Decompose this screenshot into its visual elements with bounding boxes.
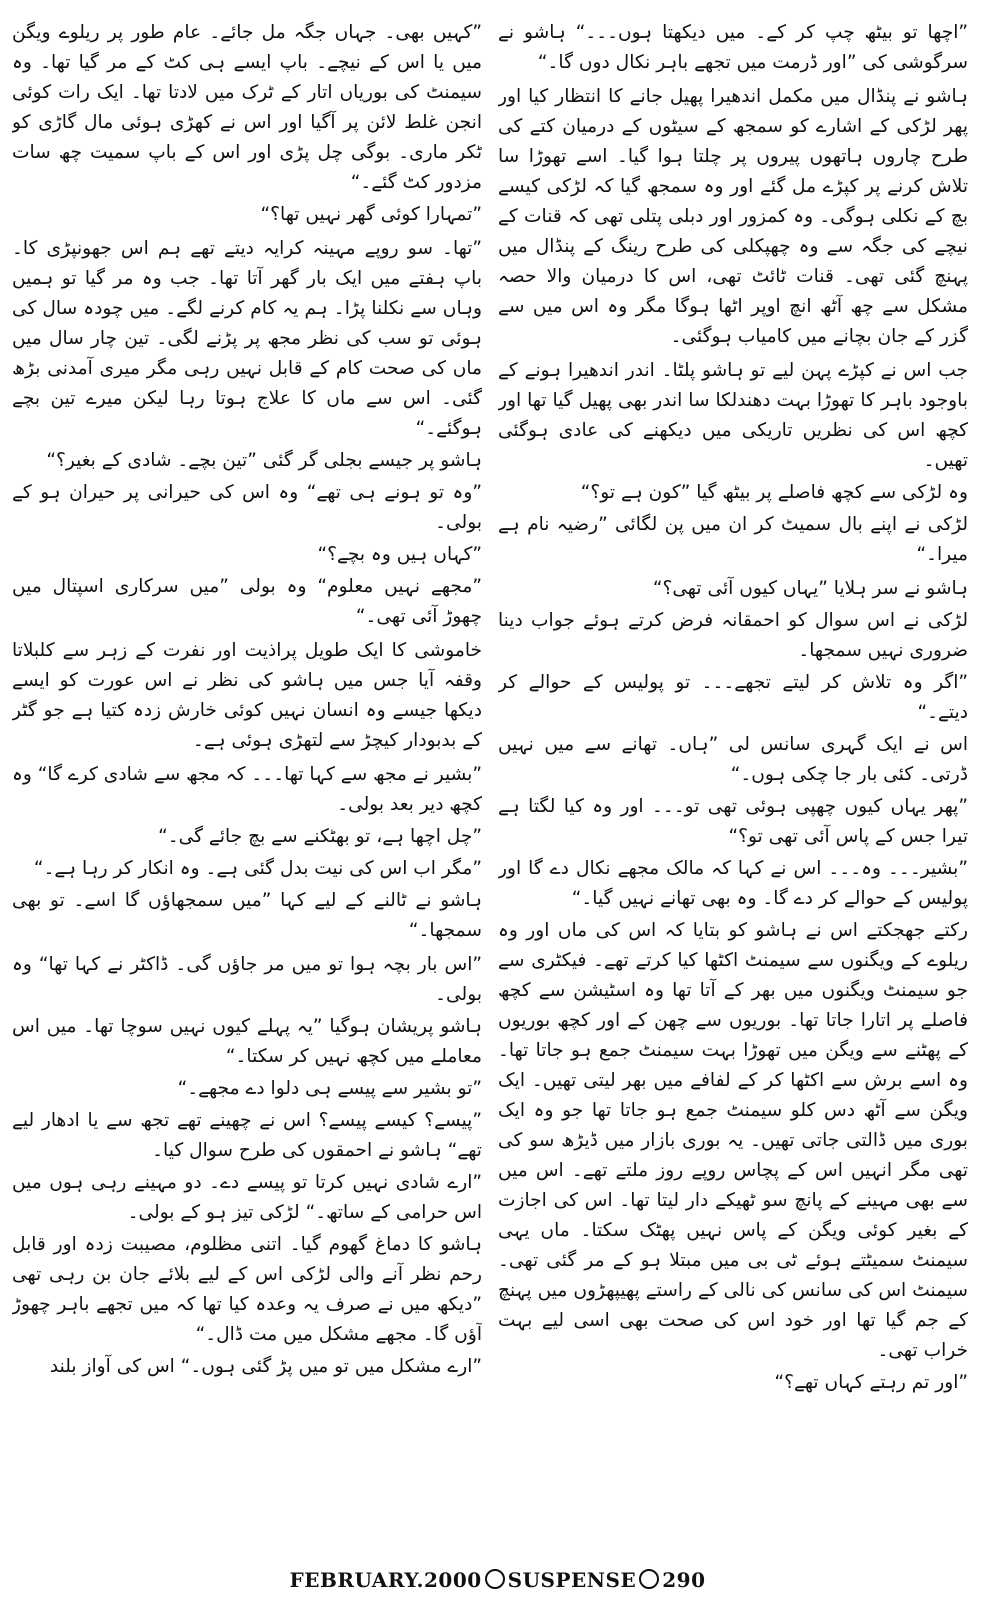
paragraph: ”مگر اب اس کی نیت بدل گئی ہے۔ وہ انکار کر رہا ہے۔“	[33, 858, 482, 879]
paragraph: ہاشو پریشان ہوگیا ”یہ پہلے کیوں نہیں سوچا تھا۔ میں اس معاملے میں کچھ نہیں کر سکتا۔“	[12, 1016, 482, 1067]
paragraph: ”اور تم رہتے کہاں تھے؟“	[774, 1372, 968, 1393]
paragraph: ہاشو پر جیسے بجلی گر گئی ”تین بچے۔ شادی کے بغیر؟“	[46, 450, 482, 471]
right-text-column	[498, 18, 968, 1548]
paragraph: ”اگر وہ تلاش کر لیتے تجھے۔۔۔ تو پولیس کے حوالے کر دیتے۔“	[498, 672, 968, 723]
paragraph: ”وہ تو ہونے ہی تھے“ وہ اس کی حیرانی پر حیران ہو کے بولی۔	[12, 482, 482, 533]
paragraph: ”مجھے نہیں معلوم“ وہ بولی ”میں سرکاری اسپتال میں چھوڑ آئی تھی۔“	[12, 576, 482, 627]
paragraph: ہاشو نے سر ہلایا ”یہاں کیوں آئی تھی؟“	[652, 578, 968, 599]
paragraph: جب اس نے کپڑے پہن لیے تو ہاشو پلٹا۔ اندر اندھیرا ہونے کے باوجود باہر کا تھوڑا بہت دھندلکا سا اندر بھی پھیل گیا تھا اور کچھ اس کی نظریں تاریکی میں دیکھنے کی عادی ہوگئی تھیں۔	[498, 360, 968, 471]
paragraph: ”اچھا تو بیٹھ چپ کر کے۔ میں دیکھتا ہوں۔۔۔“ ہاشو نے سرگوشی کی ”اور ڈرمت میں تجھے باہر نکال دوں گا۔“	[498, 22, 968, 73]
paragraph: ہاشو نے ٹالنے کے لیے کہا ”میں سمجھاؤں گا اسے۔ تو بھی سمجھا۔“	[12, 890, 482, 941]
paragraph: ”تمہارا کوئی گھر نہیں تھا؟“	[260, 204, 482, 225]
paragraph: ہاشو نے پنڈال میں مکمل اندھیرا پھیل جانے کا انتظار کیا اور پھر لڑکی کے اشارے کو سمجھ کے سیٹوں کے درمیان کتے کی طرح چاروں ہاتھوں پیروں پر چلتا ہوا گیا۔ اسے تھوڑا سا تلاش کرنے پر کپڑے مل گئے اور وہ سمجھ گیا کہ لڑکی کیسے بچ کے نکلی ہوگی۔ وہ کمزور اور دبلی پتلی تھی کہ قنات کے نیچے کی جگہ سے وہ چھپکلی کی طرح رینگ کے پنڈال میں پہنچ گئی تھی۔ قنات ٹائٹ تھی، اس کا درمیان والا حصہ مشکل سے چھ آٹھ انچ اوپر اٹھا ہوگا مگر وہ اس میں سے گزر کے جان بچانے میں کامیاب ہوگئی۔	[498, 86, 968, 347]
paragraph: رکتے جھجکتے اس نے ہاشو کو بتایا کہ اس کی ماں اور وہ ریلوے کے ویگنوں سے سیمنٹ اکٹھا کیا کرتے تھے۔ فیکٹری سے جو سیمنٹ ویگنوں میں بھر کے آتا تھا وہ اسٹیشن سے کچھ فاصلے پر اتارا جاتا تھا۔ بوریوں سے چھن کے اور کچھ بوریوں کے پھٹنے سے ویگن میں تھوڑا بہت سیمنٹ جمع ہو جاتا تھا۔ وہ اسے برش سے اکٹھا کر کے لفافے میں بھر لیتی تھیں۔ ایک ویگن سے آٹھ دس کلو سیمنٹ جمع ہو جاتا تھا جو وہ ایک بوری میں ڈالتی جاتی تھیں۔ یہ بوری بازار میں ڈیڑھ سو کی تھی مگر انہیں اس کے پچاس روپے روز ملتے تھے۔ اس میں سے بھی مہینے کے پانچ سو ٹھیکے دار لیتا تھا۔ اس کی اجازت کے بغیر کوئی ویگن کے پاس نہیں پھٹک سکتا۔ ماں یہی سیمنٹ سمیٹتے ہوئے ٹی بی میں مبتلا ہو کے مر گئی تھی۔ سیمنٹ اس کی سانس کی نالی کے راستے پھیپھڑوں میں پہنچ کے جم گیا تھا اور خود اس کی صحت بھی اسی لیے بہت خراب تھی۔	[498, 920, 968, 1361]
circle-separator-icon	[639, 1569, 659, 1589]
paragraph: ”تو بشیر سے پیسے ہی دلوا دے مجھے۔“	[177, 1078, 482, 1099]
paragraph: اس نے ایک گہری سانس لی ”ہاں۔ تھانے سے میں نہیں ڈرتی۔ کئی بار جا چکی ہوں۔“	[498, 734, 968, 785]
page-footer	[0, 1568, 995, 1594]
paragraph: ”کہاں ہیں وہ بچے؟“	[317, 544, 482, 565]
circle-separator-icon	[485, 1569, 505, 1589]
paragraph: ”چل اچھا ہے، تو بھٹکنے سے بچ جائے گی۔“	[158, 826, 482, 847]
paragraph: وہ لڑکی سے کچھ فاصلے پر بیٹھ گیا ”کون ہے تو؟“	[580, 482, 968, 503]
paragraph: ”ارے شادی نہیں کرتا تو پیسے دے۔ دو مہینے رہی ہوں میں اس حرامی کے ساتھ۔“ لڑکی تیز ہو کے بولی۔	[12, 1172, 482, 1223]
paragraph: ”ارے مشکل میں تو میں پڑ گئی ہوں۔“ اس کی آواز بلند	[49, 1356, 482, 1377]
paragraph: ”بشیر۔۔۔ وہ۔۔۔ اس نے کہا کہ مالک مجھے نکال دے گا اور پولیس کے حوالے کر دے گا۔ وہ بھی تھانے نہیں گیا۔“	[498, 858, 968, 909]
paragraph: ہاشو کا دماغ گھوم گیا۔ اتنی مظلوم، مصیبت زدہ اور قابل رحم نظر آنے والی لڑکی اس کے لیے بلائے جان بن رہی تھی ”دیکھ میں نے صرف یہ وعدہ کیا تھا کہ میں تجھے باہر چھوڑ آؤں گا۔ مجھے مشکل میں مت ڈال۔“	[12, 1234, 482, 1345]
paragraph: لڑکی نے اس سوال کو احمقانہ فرض کرتے ہوئے جواب دینا ضروری نہیں سمجھا۔	[498, 610, 968, 661]
paragraph: لڑکی نے اپنے بال سمیٹ کر ان میں پن لگائی ”رضیہ نام ہے میرا۔“	[498, 514, 968, 565]
left-text-column	[12, 18, 482, 1548]
paragraph: ”اس بار بچہ ہوا تو میں مر جاؤں گی۔ ڈاکٹر نے کہا تھا“ وہ بولی۔	[12, 954, 482, 1005]
paragraph: ”بشیر نے مجھ سے کہا تھا۔۔۔ کہ مجھ سے شادی کرے گا“ وہ کچھ دیر بعد بولی۔	[12, 764, 482, 815]
footer-magazine-name: SUSPENSE	[507, 1568, 637, 1592]
paragraph: ”پیسے؟ کیسے پیسے؟ اس نے چھینے تھے تجھ سے یا ادھار لیے تھے“ ہاشو نے احمقوں کی طرح سوال کیا۔	[12, 1110, 482, 1161]
footer-date: FEBRUARY.2000	[289, 1568, 482, 1592]
paragraph: ”پھر یہاں کیوں چھپی ہوئی تھی تو۔۔۔ اور وہ کیا لگتا ہے تیرا جس کے پاس آئی تھی تو؟“	[498, 796, 968, 847]
paragraph: ”کہیں بھی۔ جہاں جگہ مل جائے۔ عام طور پر ریلوے ویگن میں یا اس کے نیچے۔ باپ ایسے ہی کٹ کے مر گیا تھا۔ وہ سیمنٹ کی بوریاں اتار کے ٹرک میں لادتا تھا۔ ایک رات کوئی انجن غلط لائن پر آگیا اور اس نے کھڑی ہوئی مال گاڑی کو ٹکر ماری۔ بوگی چل پڑی اور اس کے باپ سمیت چھ سات مزدور کٹ گئے۔“	[12, 22, 482, 193]
paragraph: خاموشی کا ایک طویل پراذیت اور نفرت کے زہر سے کلبلاتا وقفہ آیا جس میں ہاشو کی نظر نے اس عورت کو ایسے دیکھا جیسے وہ انسان نہیں کوئی خارش زدہ کتیا ہے جو گٹر کے بدبودار کیچڑ سے لتھڑی ہوئی ہے۔	[12, 640, 482, 751]
footer-page-number: 290	[662, 1568, 706, 1592]
paragraph: ”تھا۔ سو روپے مہینہ کرایہ دیتے تھے ہم اس جھونپڑی کا۔ باپ ہفتے میں ایک بار گھر آتا تھا۔ جب وہ مر گیا تو ہمیں وہاں سے نکلنا پڑا۔ ہم یہ کام کرنے لگے۔ میں چودہ سال کی ہوئی تو سب کی نظر مجھ پر پڑنے لگی۔ تین چار سال میں ماں کی صحت کام کے قابل نہیں رہی مگر میری آمدنی بڑھ گئی۔ اس سے ماں کا علاج ہوتا رہا لیکن میرے تین بچے ہوگئے۔“	[12, 238, 482, 439]
